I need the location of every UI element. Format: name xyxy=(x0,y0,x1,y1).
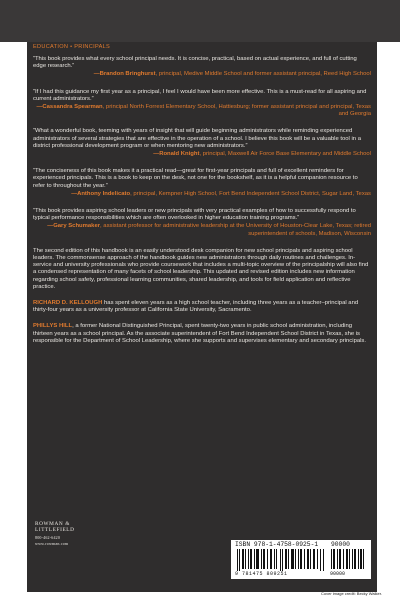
author-bio-text: , a former National Distinguished Principal, spent twenty-two years in public school administration, including thirteen years as a school principal. As the associate superintendent of Fort Bend Independent School District in Texas, she is responsible for the Department of School Leadership, where she supports and supervises elementary and secondary principals. xyxy=(33,323,367,344)
top-band xyxy=(0,0,400,42)
endorsement-quote xyxy=(33,208,371,238)
endorsement-quote xyxy=(33,89,371,119)
publisher-name-line2: LITTLEFIELD xyxy=(35,526,75,533)
isbn-text: ISBN 978-1-4758-0925-1 xyxy=(235,541,319,548)
endorsement-quote xyxy=(33,128,371,158)
author-bio-text: has spent eleven years as a high school teacher, including three years as a teacher–principal and thirty-four years as a university professor at California State University, Sacramento. xyxy=(33,300,359,314)
barcode-digits: 9 781475 809251 xyxy=(235,571,288,577)
quote-attribution xyxy=(33,71,371,78)
category-label: EDUCATION • PRINCIPALS xyxy=(33,44,111,50)
quote-attribution xyxy=(33,104,371,118)
barcode-block xyxy=(231,540,371,579)
quote-text: “If I had this guidance my first year as a principal, I feel I would have been more effective. This is a must-read for all aspiring and current administrators.” xyxy=(33,88,367,102)
quote-attribution xyxy=(33,191,371,198)
quote-attribution xyxy=(33,223,371,237)
publisher-name-line1: ROWMAN & xyxy=(35,521,70,527)
book-description: The second edition of this handbook is an easily understood desk companion for new school principals and aspiring school leaders. The commonsense approach of the handbook guides new administrators through daily routines and challenges. In-service and university professionals who provide coursework that includes a multi-topic overview of the principalship will also find a condensed representation of many facets of school leadership. This updated and revised edition includes new information regarding school safety, professional learning communities, shared leadership, and tools for field application and reflective practice. xyxy=(33,247,369,290)
quote-attribution xyxy=(33,151,371,158)
price-barcode-digits: 90000 xyxy=(330,571,346,577)
endorser-name: —Anthony Indelicato xyxy=(71,190,131,197)
price-barcode xyxy=(331,549,365,569)
endorser-affiliation: , principal, Kempner High School, Fort Bend Independent School District, Sugar Land, Texas xyxy=(130,190,371,197)
endorser-name: —Brandon Bringhurst xyxy=(93,71,156,78)
cover-image-credit: Cover image credit: Becky Walker. xyxy=(321,591,382,596)
publisher-logo xyxy=(35,522,75,547)
endorser-name: —Gary Schumaker xyxy=(47,223,101,230)
endorser-affiliation: , principal North Forrest Elementary School, Hattiesburg; former assistant principal and principal, Texas and Georgia xyxy=(102,104,371,118)
author-name: PHILLYS HILL xyxy=(33,323,73,330)
price-code: 90000 xyxy=(331,541,350,548)
cover-content xyxy=(33,56,371,354)
endorsement-quote xyxy=(33,56,371,79)
author-bio xyxy=(33,300,371,314)
endorser-affiliation: , principal, Medive Middle School and former assistant principal, Reed High School xyxy=(155,71,371,78)
publisher-url: www.rowman.com xyxy=(35,541,69,547)
endorser-name: —Ronald Knight xyxy=(153,151,200,158)
endorser-affiliation: , principal, Maxwell Air Force Base Elementary and Middle School xyxy=(199,151,371,158)
ean-barcode xyxy=(237,549,325,571)
endorser-affiliation: , assistant professor for administrative leadership at the University of Houston-Clear Lake, Texas; retired superintendent of schools, Madison, Wisconsin xyxy=(100,223,371,237)
author-bio xyxy=(33,323,371,345)
endorsement-quote xyxy=(33,168,371,198)
quote-text: “The conciseness of this book makes it a practical read—great for first-year principals and full of excellent reminders for experienced principals. This is a book to keep on the desk, not one for the bookshelf, as it is a helpful companion resource to refer to throughout the year.” xyxy=(33,168,358,189)
endorser-name: —Cassandra Spearman xyxy=(36,104,103,111)
author-name: RICHARD D. KELLOUGH xyxy=(33,300,103,307)
quote-text: “This book provides what every school principal needs. It is concise, practical, based on actual experience, and full of cutting edge research.” xyxy=(33,56,357,70)
publisher-phone: 800-462-6420 xyxy=(35,534,61,540)
quote-text: “What a wonderful book, teeming with years of insight that will guide beginning administrators while reminding experienced administrators of several strategies that are effective in the operation of a school. I believe this book will be a valuable tool in a district professional development program or when mentoring new administrators.” xyxy=(33,128,361,149)
quote-text: “This book provides aspiring school leaders or new principals with very practical examples of how to successfully respond to typical performance responsibilities which are often overlooked in higher education training programs.” xyxy=(33,208,356,222)
